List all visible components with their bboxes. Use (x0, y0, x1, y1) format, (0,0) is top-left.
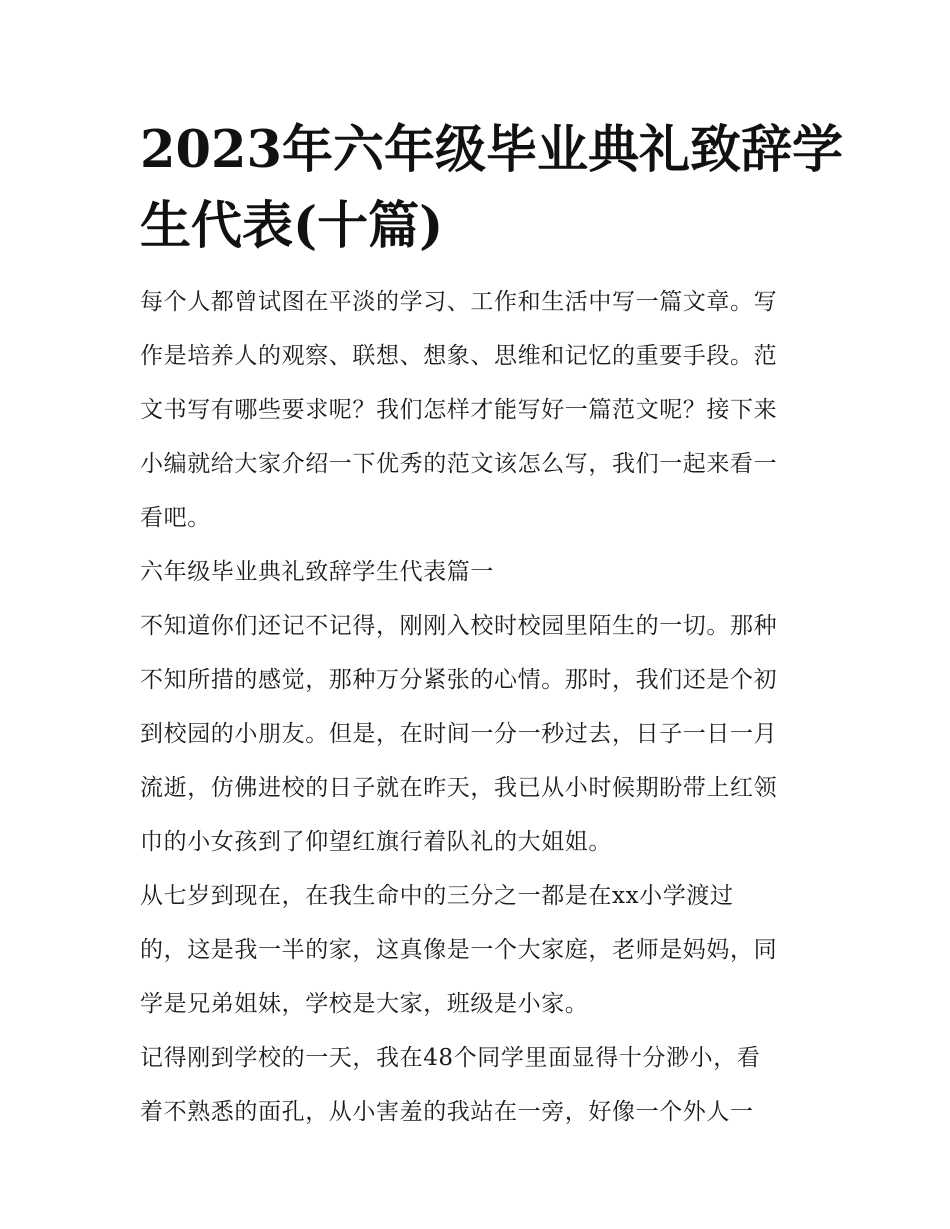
paragraph-line: 流逝，仿佛进校的日子就在昨天，我已从小时候期盼带上红领 (140, 775, 778, 801)
paragraph-line: 不知所措的感觉，那种万分紧张的心情。那时，我们还是个初 (140, 667, 778, 693)
paragraph-line: 不知道你们还记不记得，刚刚入校时校园里陌生的一切。那种 (140, 613, 778, 639)
intro-line-5: 看吧。 (140, 505, 211, 531)
intro-line-3: 文书写有哪些要求呢？我们怎样才能写好一篇范文呢？接下来 (140, 397, 778, 423)
paragraph-line: 着不熟悉的面孔，从小害羞的我站在一旁，好像一个外人一 (140, 1099, 754, 1125)
title-line-1: 2023年六年级毕业典礼致辞学 (140, 120, 843, 180)
paragraph-line: 巾的小女孩到了仰望红旗行着队礼的大姐姐。 (140, 829, 612, 855)
paragraph-line: 记得刚到学校的一天，我在48个同学里面显得十分渺小，看 (140, 1045, 761, 1071)
paragraph-line: 从七岁到现在，在我生命中的三分之一都是在xx小学渡过 (140, 883, 734, 909)
paragraph-line: 到校园的小朋友。但是，在时间一分一秒过去，日子一日一月 (140, 721, 778, 747)
intro-line-4: 小编就给大家介绍一下优秀的范文该怎么写，我们一起来看一 (140, 451, 778, 477)
title-line-2: 生代表(十篇) (140, 196, 444, 256)
intro-line-1: 每个人都曾试图在平淡的学习、工作和生活中写一篇文章。写 (140, 289, 778, 315)
paragraph-line: 的，这是我一半的家，这真像是一个大家庭，老师是妈妈，同 (140, 937, 778, 963)
document-body (140, 275, 820, 1139)
document-title (140, 112, 843, 264)
paragraph-line: 学是兄弟姐妹，学校是大家，班级是小家。 (140, 991, 589, 1017)
intro-line-2: 作是培养人的观察、联想、想象、思维和记忆的重要手段。范 (140, 343, 778, 369)
section-heading: 六年级毕业典礼致辞学生代表篇一 (140, 559, 494, 585)
